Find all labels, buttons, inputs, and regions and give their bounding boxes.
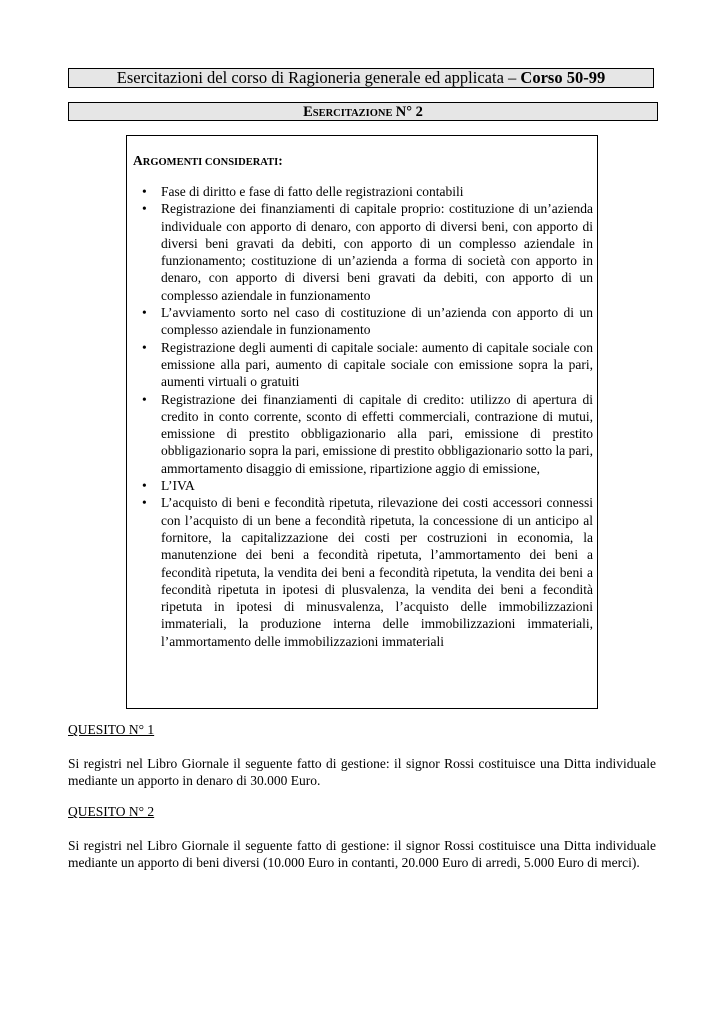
topic-item: [133, 477, 593, 494]
bullet-icon: •: [142, 495, 147, 511]
topics-heading: [133, 153, 283, 169]
topic-item-text: Registrazione degli aumenti di capitale sociale: aumento di capitale sociale con emissione alla pari, aumento di capitale sociale con emissione sopra la pari, aumenti virtuali o gratuiti: [161, 339, 593, 390]
bullet-icon: •: [142, 478, 147, 494]
topic-item: [133, 183, 593, 200]
bullet-icon: •: [142, 391, 147, 407]
topic-item: [133, 304, 593, 339]
question-2-title: QUESITO N° 2: [68, 804, 155, 819]
topics-list: [133, 183, 593, 650]
exercise-label: [68, 102, 658, 121]
topics-heading-colon: :: [278, 153, 283, 168]
topic-item: [133, 391, 593, 477]
topic-item-text: L’avviamento sorto nel caso di costituzione di un’azienda con apporto di un complesso aziendale in funzionamento: [161, 305, 593, 338]
bullet-icon: •: [142, 305, 147, 321]
bullet-icon: •: [142, 339, 147, 355]
topic-item: [133, 494, 593, 650]
topic-item-text: Registrazione dei finanziamenti di capitale di credito: utilizzo di apertura di credito in conto corrente, sconto di effetti commerciali, contrazione di mutui, emissione di prestito obbligazionario alla pari, emissione di prestito obbligazionario sopra la pari, emissione di prestito obbligazionario sotto la pari, ammortamento disaggio di emissione, ripartizione aggio di emissione,: [161, 391, 593, 476]
topics-heading-rest: RGOMENTI CONSIDERATI: [142, 157, 279, 168]
topic-item-text: L’acquisto di beni e fecondità ripetuta, rilevazione dei costi accessori connessi con l’acquisto di un bene a fecondità ripetuta, la concessione di un anticipo al fornitore, la capitalizzazione dei costi per costruzioni in economia, la manutenzione dei beni a fecondità ripetuta, l’ammortamento dei beni a fecondità ripetuta, la vendita dei beni a fecondità ripetuta, la vendita dei beni a fecondità ripetuta in ipotesi di plusvalenza, la vendita dei beni a fecondità ripetuta in ipotesi di minusvalenza, l’acquisto delle immobilizzazioni immateriali, la produzione interna delle immobilizzazioni immateriali, l’ammortamento delle immobilizzazioni immateriali: [161, 495, 593, 649]
bullet-icon: •: [142, 184, 147, 199]
topics-box: [126, 135, 598, 709]
topics-heading-initial: A: [133, 153, 143, 168]
exercise-label-initial: E: [303, 104, 313, 120]
exercise-label-rest: SERCITAZIONE: [312, 108, 393, 119]
question-2-text: Si registri nel Libro Giornale il seguente fatto di gestione: il signor Rossi costituisce una Ditta individuale mediante un apporto di beni diversi (10.000 Euro in contanti, 20.000 Euro di arredi, 5.000 Euro di merci).: [68, 838, 656, 871]
document-title: [68, 68, 654, 88]
bullet-icon: •: [142, 201, 147, 217]
title-main: Esercitazioni del corso di Ragioneria generale ed applicata –: [116, 68, 521, 87]
topic-item-text: Fase di diritto e fase di fatto delle registrazioni contabili: [161, 184, 464, 199]
topic-item-text: L’IVA: [161, 478, 195, 494]
title-course: Corso 50-99: [520, 68, 606, 87]
question-1-title: QUESITO N° 1: [68, 722, 155, 737]
question-1-text: Si registri nel Libro Giornale il seguente fatto di gestione: il signor Rossi costituisce una Ditta individuale mediante un apporto in denaro di 30.000 Euro.: [68, 756, 656, 789]
topic-item: [133, 339, 593, 391]
topic-item: [133, 200, 593, 304]
exercise-number: N° 2: [395, 104, 423, 120]
topic-item-text: Registrazione dei finanziamenti di capitale proprio: costituzione di un’azienda individuale con apporto di denaro, con apporto di diversi beni, con apporto di diversi beni gravati da debiti, con apporto di un complesso aziendale in funzionamento; costituzione di un’azienda a forma di società con apporto in denaro, con apporto di diversi beni gravati da debiti, con apporto di un complesso aziendale in funzionamento: [161, 201, 593, 303]
